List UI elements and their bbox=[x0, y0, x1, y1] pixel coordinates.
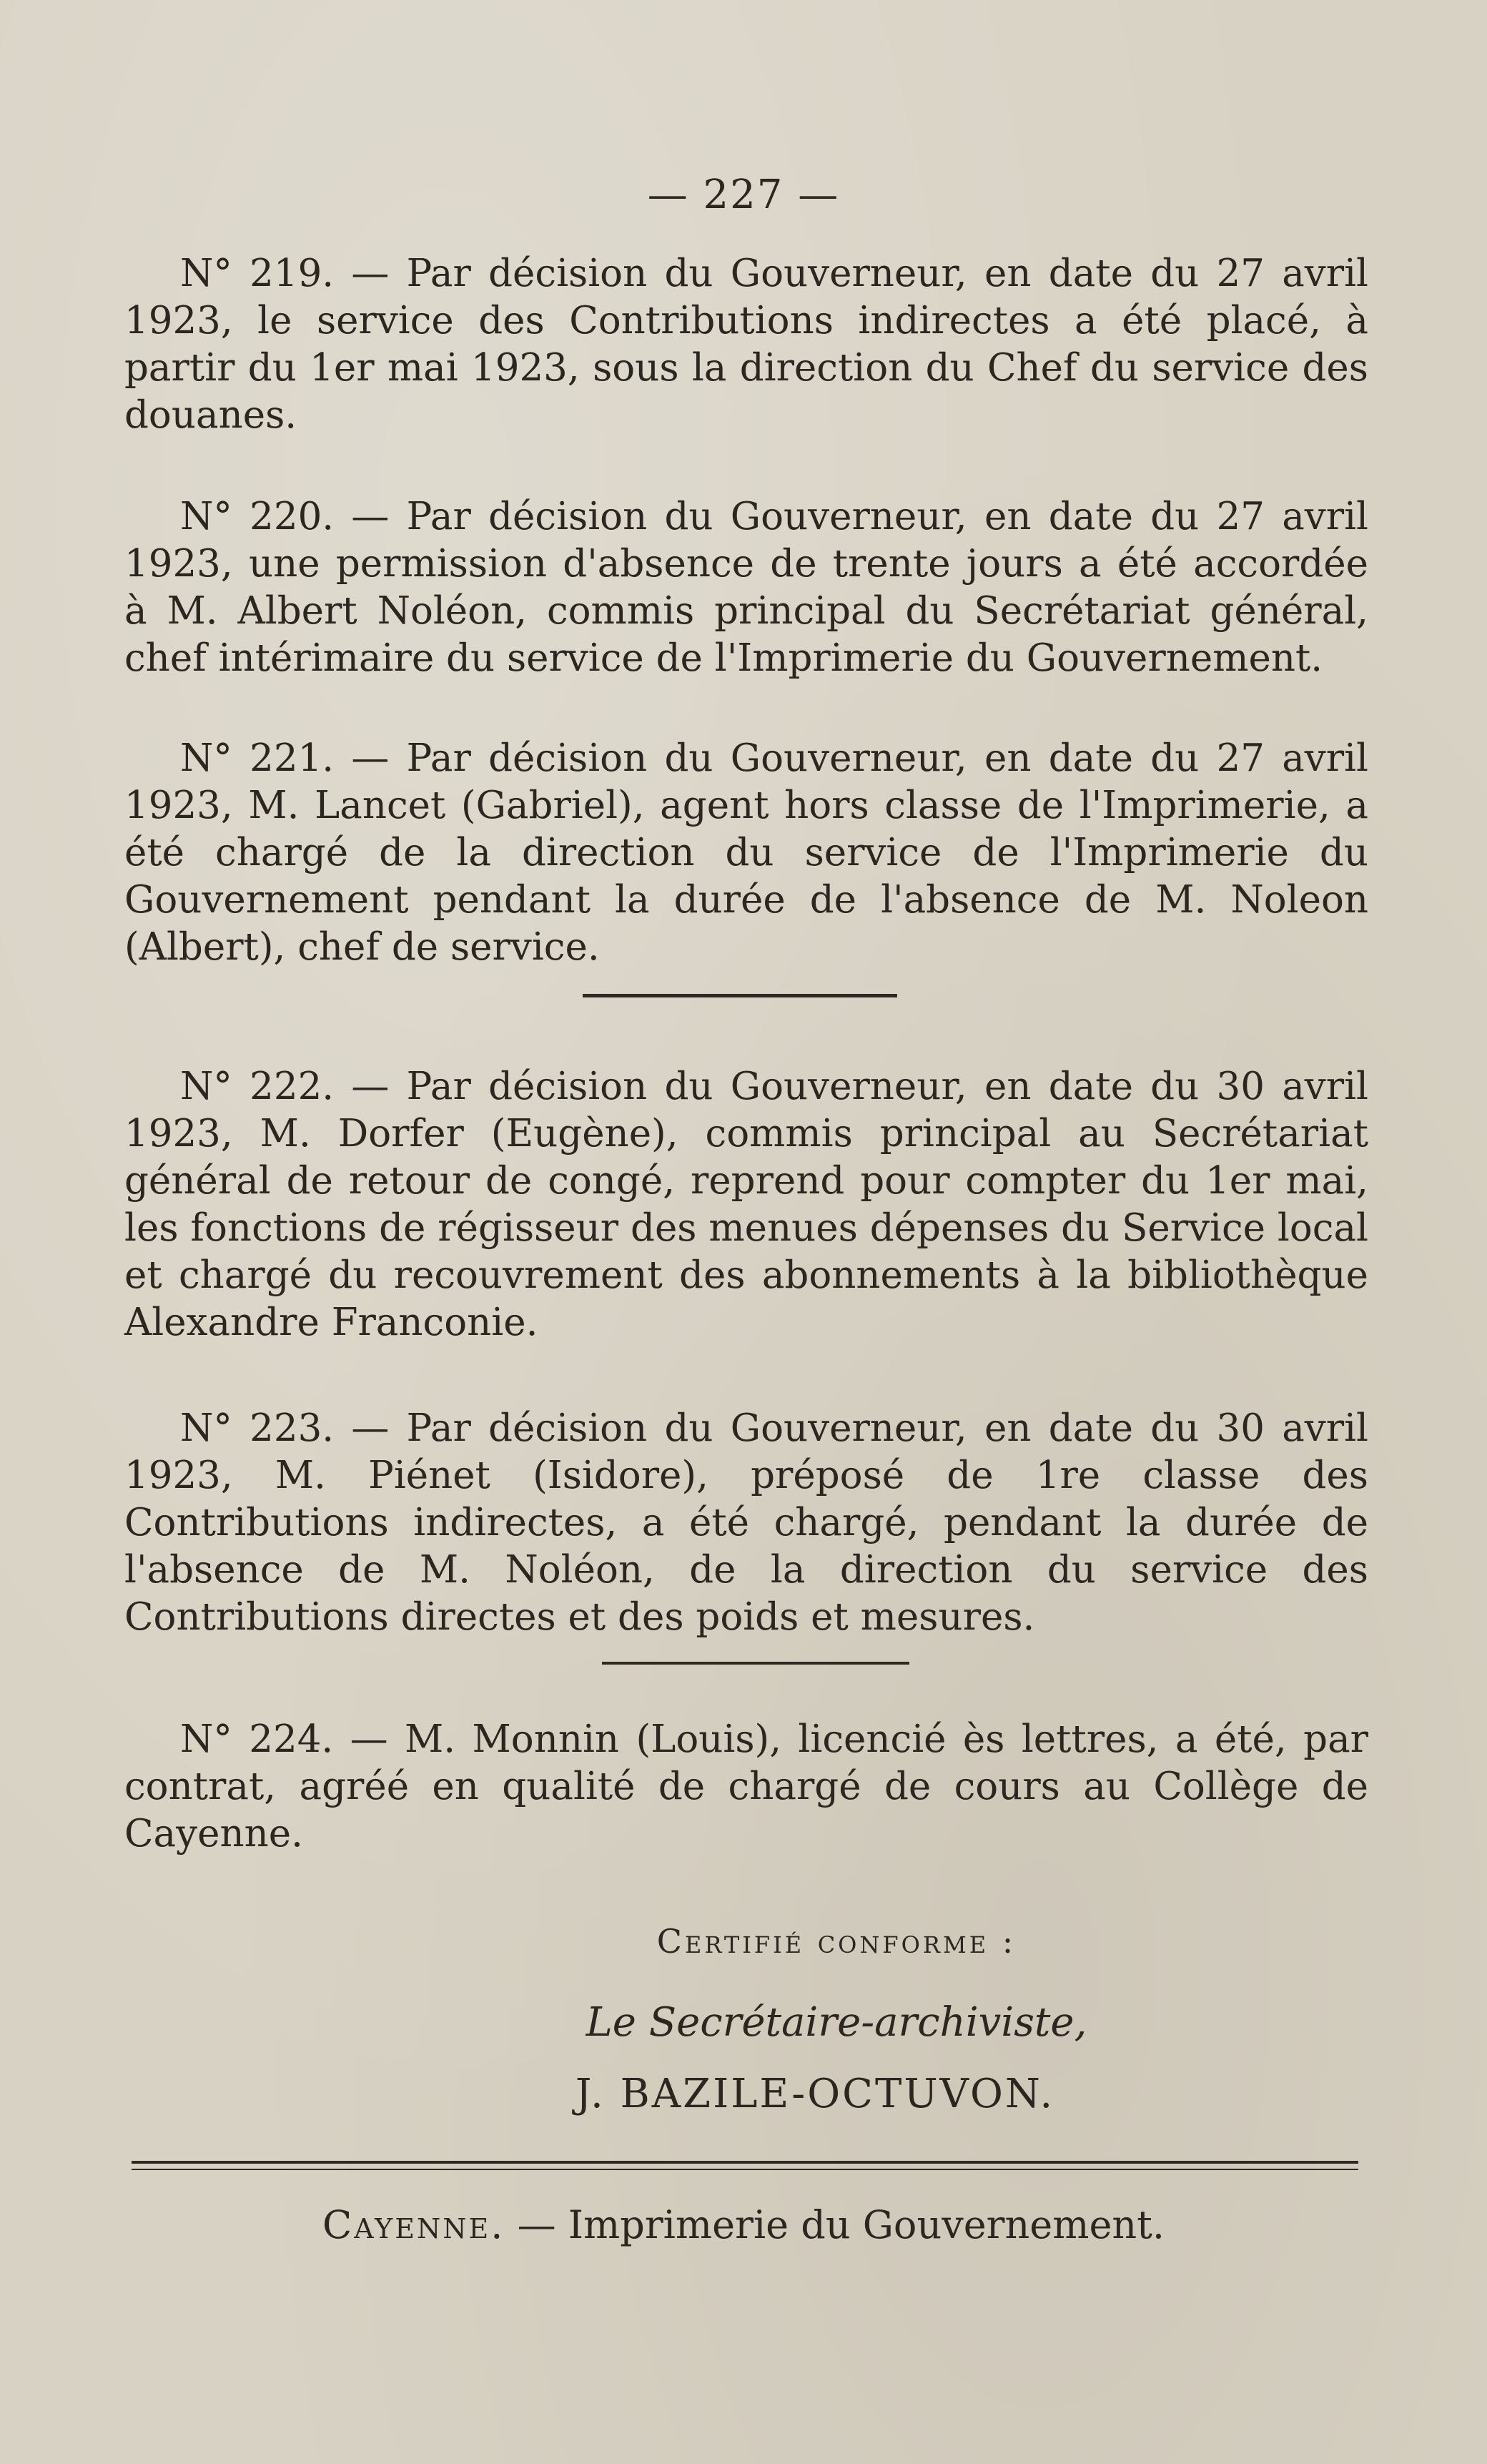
imprint-printer: — Imprimerie du Gouvernement. bbox=[517, 2202, 1165, 2247]
page-number: — 227 — bbox=[647, 172, 840, 218]
certification-heading: Certifié conforme : bbox=[656, 1922, 1017, 1961]
imprint-place: Cayenne. bbox=[322, 2202, 505, 2247]
entry-text: N° 222. — Par décision du Gouverneur, en date du 30 avril 1923, M. Dorfer (Eugène), commis principal au Secrétariat général de retour de congé, reprend pour compter du 1er mai, les fonctions de régisseur des menues dépenses du Service local et chargé du recouvrement des abonnements à la bibliothèque Alexandre Franconie. bbox=[124, 1065, 1368, 1344]
decision-entry-219 bbox=[124, 250, 1368, 439]
section-divider bbox=[602, 1662, 909, 1665]
printer-imprint bbox=[0, 2202, 1487, 2247]
decision-entry-221 bbox=[124, 735, 1368, 971]
footer-rule bbox=[132, 2161, 1358, 2164]
certification-signatory: J. BAZILE-OCTUVON. bbox=[575, 2071, 1055, 2117]
certification-title: Le Secrétaire-archiviste, bbox=[586, 1999, 1087, 2046]
entry-text: N° 224. — M. Monnin (Louis), licencié ès lettres, a été, par contrat, agréé en qualité de chargé de cours au Collège de Cayenne. bbox=[124, 1718, 1368, 1856]
decision-entry-223 bbox=[124, 1405, 1368, 1641]
section-divider bbox=[583, 994, 897, 997]
footer-rule-thin bbox=[132, 2169, 1358, 2170]
decision-entry-222 bbox=[124, 1063, 1368, 1346]
decision-entry-224 bbox=[124, 1716, 1368, 1858]
entry-text: N° 220. — Par décision du Gouverneur, en date du 27 avril 1923, une permission d'absence de trente jours a été accordée à M. Albert Noléon, commis principal du Secrétariat général, chef intérimaire du service de l'Imprimerie du Gouvernement. bbox=[124, 495, 1368, 680]
entry-text: N° 221. — Par décision du Gouverneur, en date du 27 avril 1923, M. Lancet (Gabriel), agent hors classe de l'Imprimerie, a été chargé de la direction du service de l'Imprimerie du Gouvernement pendant la durée de l'absence de M. Noleon (Albert), chef de service. bbox=[124, 736, 1368, 969]
entry-text: N° 223. — Par décision du Gouverneur, en date du 30 avril 1923, M. Piénet (Isidore), préposé de 1re classe des Contributions indirectes, a été chargé, pendant la durée de l'absence de M. Noléon, de la direction du service des Contributions directes et des poids et mesures. bbox=[124, 1406, 1368, 1639]
decision-entry-220 bbox=[124, 493, 1368, 682]
entry-text: N° 219. — Par décision du Gouverneur, en date du 27 avril 1923, le service des Contributions indirectes a été placé, à partir du 1er mai 1923, sous la direction du Chef du service des douanes. bbox=[124, 252, 1368, 437]
